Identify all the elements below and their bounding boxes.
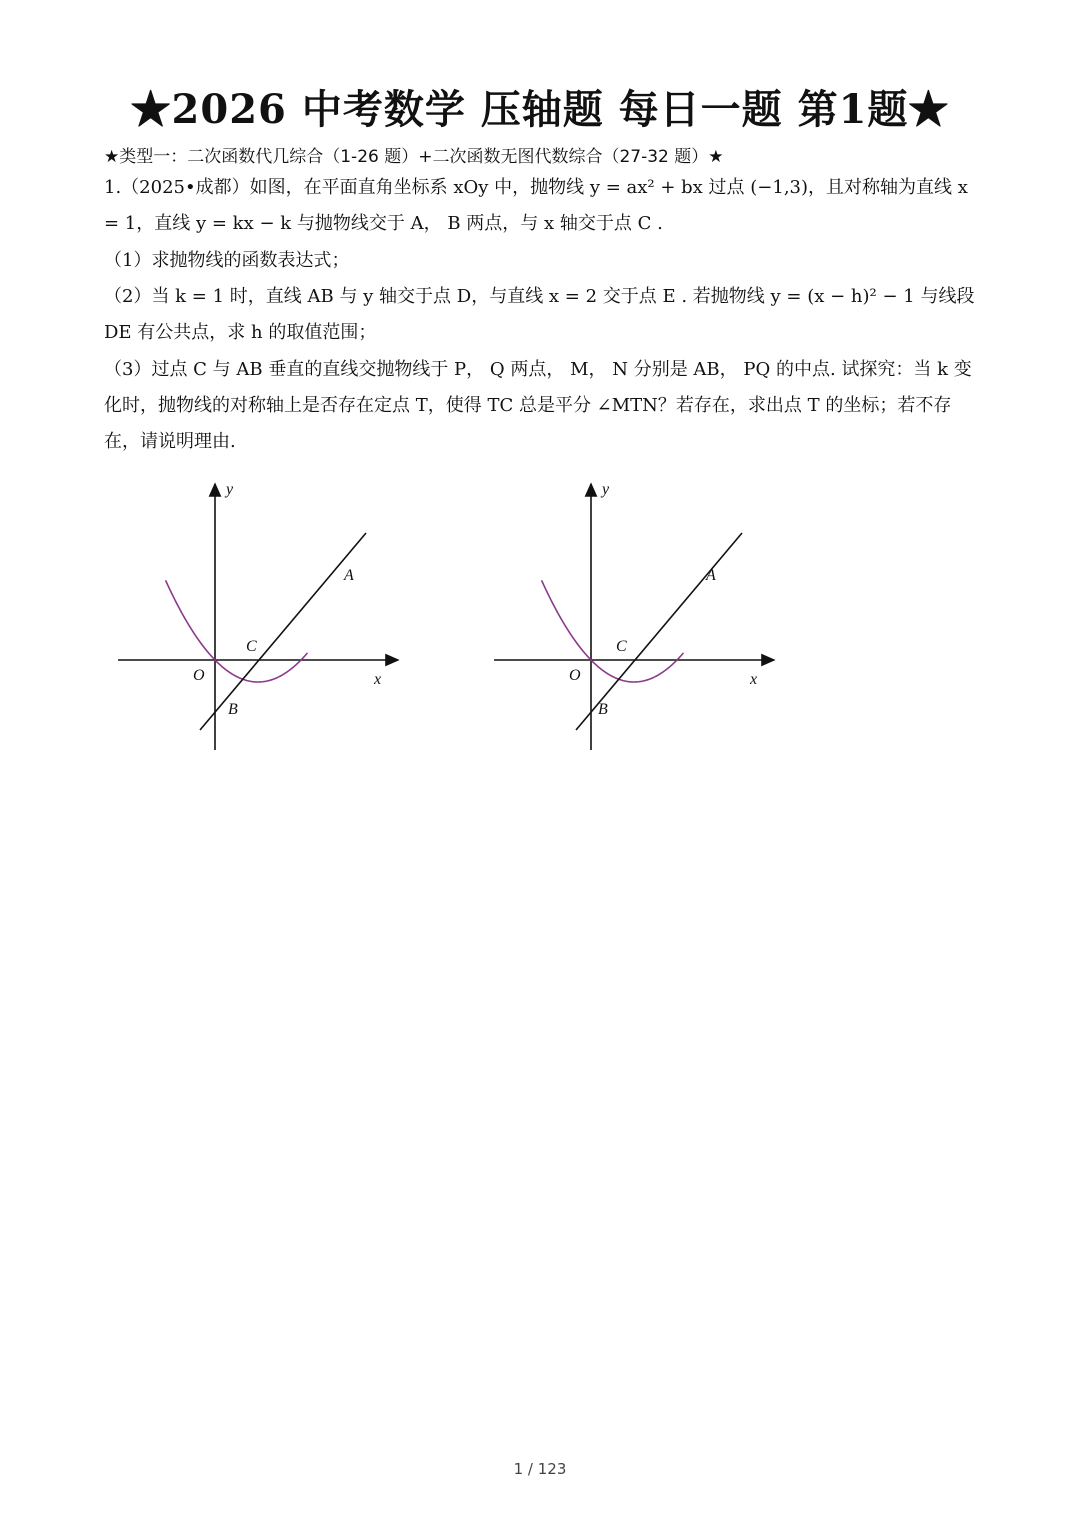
figure-left <box>110 478 410 758</box>
parabola-curve <box>166 580 308 682</box>
point-c-label: C <box>616 638 627 655</box>
page-number: 1 / 123 <box>513 1460 567 1478</box>
point-a-label: A <box>706 567 716 584</box>
y-axis-label: y <box>226 481 234 498</box>
y-axis-label: y <box>602 481 610 498</box>
point-b-label: B <box>228 701 238 718</box>
origin-label: O <box>193 667 205 684</box>
parabola-curve <box>542 580 684 682</box>
figure-right <box>486 478 786 758</box>
problem-statement: 1.（2025•成都）如图，在平面直角坐标系 xOy 中，抛物线 y = ax² + bx 过点 (−1,3)，且对称轴为直线 x = 1，直线 y = kx − k 与抛物线交于 A， B 两点，与 x 轴交于点 C . <box>104 177 968 234</box>
point-c-label: C <box>246 638 257 655</box>
question-part-1: （1）求抛物线的函数表达式； <box>104 250 350 271</box>
point-a-label: A <box>344 567 354 584</box>
point-b-label: B <box>598 701 608 718</box>
origin-label: O <box>569 667 581 684</box>
page-title: ★2026 中考数学 压轴题 每日一题 第1题★ <box>130 86 950 133</box>
line-ab <box>200 533 366 730</box>
question-part-3: （3）过点 C 与 AB 垂直的直线交抛物线于 P， Q 两点， M， N 分别是 AB， PQ 的中点. 试探究：当 k 变化时，抛物线的对称轴上是否存在定点 T，使得 TC 总是平分 ∠MTN？若存在，求出点 T 的坐标；若不存在，请说明理由. <box>104 359 972 452</box>
x-axis-label: x <box>374 671 382 688</box>
problem-type-subtitle: ★类型一：二次函数代几综合（1-26 题）+二次函数无图代数综合（27-32 题）★ <box>104 147 724 167</box>
question-part-2: （2）当 k = 1 时，直线 AB 与 y 轴交于点 D，与直线 x = 2 交于点 E . 若抛物线 y = (x − h)² − 1 与线段 DE 有公共点，求 h 的取值范围； <box>104 286 975 343</box>
x-axis-label: x <box>750 671 758 688</box>
